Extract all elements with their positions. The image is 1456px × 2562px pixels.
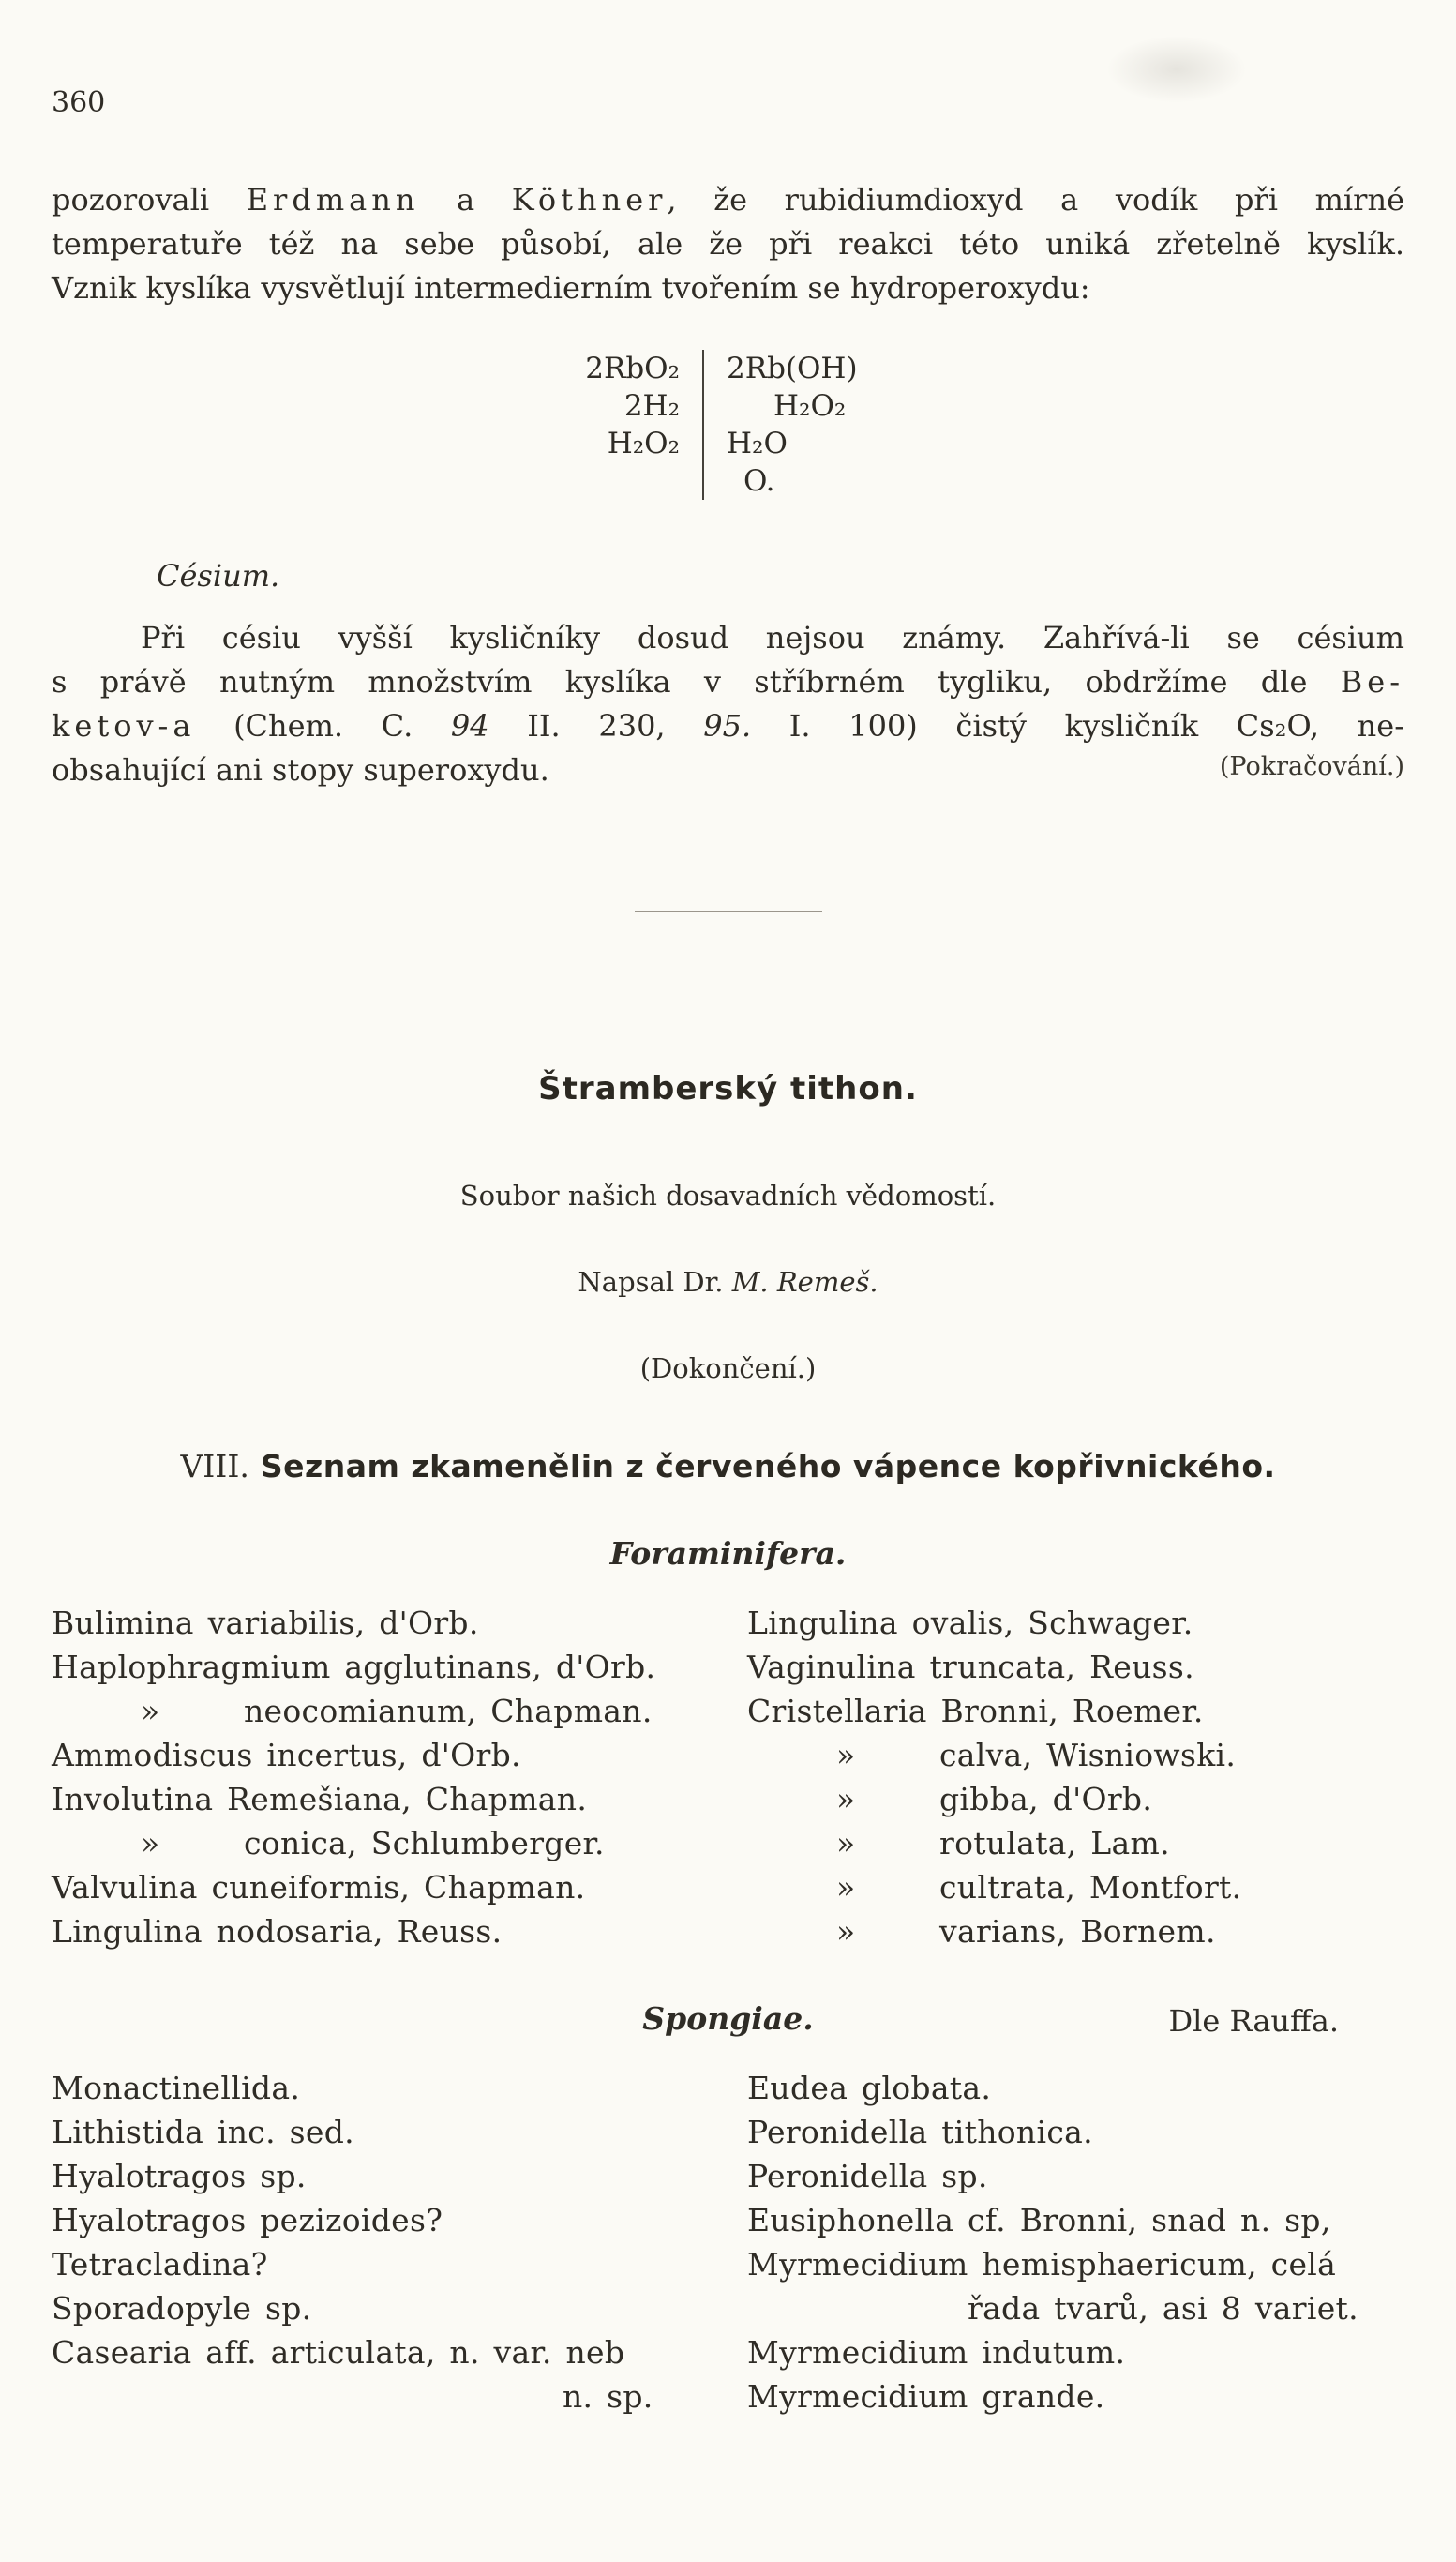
spongiae-heading-row: [52, 1998, 1404, 2040]
byline-prefix: Napsal Dr.: [578, 1266, 724, 1298]
species-text: conica, Schlumberger.: [244, 1825, 605, 1861]
species-text: Eudea globata.: [747, 2070, 992, 2106]
spongiae-heading: Spongiae.: [642, 2000, 814, 2037]
ditto-marker: »: [836, 1869, 856, 1906]
paragraph-line: temperatuře též na sebe působí, ale že při reakci této uniká zřetelně kyslík.: [52, 226, 1404, 262]
species-item: [52, 2110, 747, 2154]
species-text: n. sp.: [563, 2378, 653, 2415]
species-text: Hyalotragos pezizoides?: [52, 2202, 443, 2238]
species-text: Sporadopyle sp.: [52, 2290, 312, 2327]
species-item: [52, 2242, 747, 2286]
species-text: neocomianum, Chapman.: [244, 1693, 653, 1729]
text-run: II. 230,: [488, 708, 704, 744]
equation-row: [519, 425, 937, 462]
species-text: Hyalotragos sp.: [52, 2158, 307, 2194]
equation-left: 2RbO₂: [585, 352, 680, 385]
species-text: Haplophragmium agglutinans, d'Orb.: [52, 1649, 656, 1685]
equation-right: 2Rb(OH): [702, 350, 937, 387]
person-name-beketov-part1: Be-: [1340, 664, 1405, 700]
species-item: [747, 2374, 1404, 2419]
species-text: Casearia aff. articulata, n. var. neb: [52, 2334, 625, 2371]
species-item: [52, 2066, 747, 2110]
species-item: [747, 1689, 1404, 1733]
species-item: [747, 1865, 1404, 1909]
cesium-heading: Césium.: [157, 558, 280, 594]
species-item: [747, 2242, 1404, 2286]
paragraph-line: [52, 178, 1404, 222]
page-number: 360: [52, 86, 106, 119]
species-text: Valvulina cuneiformis, Chapman.: [52, 1869, 586, 1906]
ditto-marker: »: [141, 1693, 160, 1729]
paragraph-line: Vznik kyslíka vysvětlují intermedierním tvořením se hydroperoxydu:: [52, 270, 1090, 306]
species-item: [52, 1601, 747, 1645]
species-text: Cristellaria Bronni, Roemer.: [747, 1693, 1204, 1729]
ditto-marker: »: [836, 1913, 856, 1950]
ditto-marker: »: [836, 1781, 856, 1817]
text-run: pozorovali: [52, 182, 210, 218]
completion-note: (Dokončení.): [639, 1352, 817, 1384]
species-item: [747, 1645, 1404, 1689]
person-name-kothner: Köthner: [511, 182, 668, 218]
species-item: [52, 1645, 747, 1689]
paragraph-line: Při césiu vyšší kysličníky dosud nejsou známy. Zahřívá-li se césium: [141, 620, 1404, 656]
species-item: [52, 2198, 747, 2242]
section-number: VIII.: [180, 1448, 249, 1484]
species-text: Lithistida inc. sed.: [52, 2114, 354, 2150]
species-text: Lingulina nodosaria, Reuss.: [52, 1913, 503, 1950]
ditto-marker: »: [836, 1825, 856, 1861]
article-subtitle: Soubor našich dosavadních vědomostí.: [459, 1180, 997, 1212]
section-divider: [635, 911, 822, 912]
intro-paragraph: [52, 178, 1404, 310]
species-text: Myrmecidium grande.: [747, 2378, 1105, 2415]
ditto-marker: »: [836, 1737, 856, 1773]
species-text: Bulimina variabilis, d'Orb.: [52, 1605, 479, 1641]
species-item: [747, 2198, 1404, 2242]
species-item: [52, 1777, 747, 1821]
species-item: [52, 2154, 747, 2198]
person-name-erdmann: Erdmann: [246, 182, 420, 218]
foraminifera-right-column: [747, 1601, 1404, 1953]
species-item: [747, 2154, 1404, 2198]
species-text: Ammodiscus incertus, d'Orb.: [52, 1737, 521, 1773]
species-item: [52, 1865, 747, 1909]
species-item: [747, 1909, 1404, 1953]
equation-left: [519, 462, 702, 500]
species-item: [747, 2286, 1404, 2330]
attribution-note: Dle Rauffa.: [1168, 2003, 1339, 2039]
equation-left: H₂O₂: [607, 427, 680, 460]
foraminifera-left-column: [52, 1601, 747, 1953]
species-text: Vaginulina truncata, Reuss.: [747, 1649, 1194, 1685]
species-text: Eusiphonella cf. Bronni, snad n. sp,: [747, 2202, 1331, 2238]
author-name: M. Remeš.: [731, 1266, 878, 1298]
continuation-note: (Pokračování.): [1219, 752, 1404, 781]
text-run: obsahující ani stopy superoxydu.: [52, 752, 549, 788]
equation-left: 2H₂: [623, 389, 680, 423]
species-text: cultrata, Montfort.: [939, 1869, 1242, 1906]
species-item: [52, 2330, 747, 2374]
species-item: [747, 1777, 1404, 1821]
equation-right: O.: [702, 462, 937, 500]
species-text: Myrmecidium hemisphaericum, celá: [747, 2246, 1337, 2283]
paragraph-line: [52, 704, 1404, 748]
species-item: [747, 1601, 1404, 1645]
byline: [52, 1263, 1404, 1301]
section-heading: [52, 1445, 1404, 1488]
text-run: s právě nutným množstvím kyslíka v stříbrném tygliku, obdržíme dle: [52, 664, 1308, 700]
equation-row: [519, 350, 937, 387]
volume-year: 94: [450, 708, 489, 744]
species-item: [52, 1733, 747, 1777]
text-run: a: [457, 182, 475, 218]
volume-year: 95.: [703, 708, 752, 744]
paragraph-line: [52, 748, 1404, 792]
article-title: Štramberský tithon.: [538, 1070, 918, 1108]
species-text: Lingulina ovalis, Schwager.: [747, 1605, 1193, 1641]
species-text: Myrmecidium indutum.: [747, 2334, 1126, 2371]
ditto-marker: »: [141, 1825, 160, 1861]
foraminifera-heading: Foraminifera.: [609, 1535, 847, 1572]
species-text: gibba, d'Orb.: [939, 1781, 1153, 1817]
species-item: [52, 1689, 747, 1733]
species-text: Involutina Remešiana, Chapman.: [52, 1781, 588, 1817]
equation-row: [519, 387, 937, 425]
text-run: I. 100) čistý kysličník Cs₂O, ne-: [751, 708, 1404, 744]
species-item: [747, 1733, 1404, 1777]
species-text: varians, Bornem.: [939, 1913, 1216, 1950]
paragraph-line: [52, 660, 1404, 704]
spongiae-list: [52, 2066, 1404, 2419]
species-item: [52, 2374, 747, 2419]
species-item: [52, 1821, 747, 1865]
species-text: Tetracladina?: [52, 2246, 268, 2283]
species-text: Peronidella sp.: [747, 2158, 988, 2194]
text-run: (Chem. C.: [195, 708, 451, 744]
cesium-paragraph: [52, 616, 1404, 792]
species-item: [52, 2286, 747, 2330]
section-title: Seznam zkamenělin z červeného vápence kopřivnického.: [260, 1448, 1276, 1484]
equation-row: [519, 462, 937, 500]
spongiae-left-column: [52, 2066, 747, 2419]
species-item: [747, 2330, 1404, 2374]
species-item: [747, 2066, 1404, 2110]
species-text: Monactinellida.: [52, 2070, 301, 2106]
species-text: calva, Wisniowski.: [939, 1737, 1237, 1773]
equation-right: H₂O₂: [702, 387, 937, 425]
species-item: [747, 1821, 1404, 1865]
species-item: [747, 2110, 1404, 2154]
equation-right: H₂O: [702, 425, 937, 462]
chemical-equations: [519, 350, 937, 500]
species-text: rotulata, Lam.: [939, 1825, 1170, 1861]
species-text: Peronidella tithonica.: [747, 2114, 1093, 2150]
spongiae-right-column: [747, 2066, 1404, 2419]
species-text: řada tvarů, asi 8 variet.: [968, 2290, 1358, 2327]
species-item: [52, 1909, 747, 1953]
person-name-beketov-part2: ketov-a: [52, 708, 196, 744]
text-run: , že rubidiumdioxyd a vodík při mírné: [667, 182, 1404, 218]
foraminifera-list: [52, 1601, 1404, 1953]
